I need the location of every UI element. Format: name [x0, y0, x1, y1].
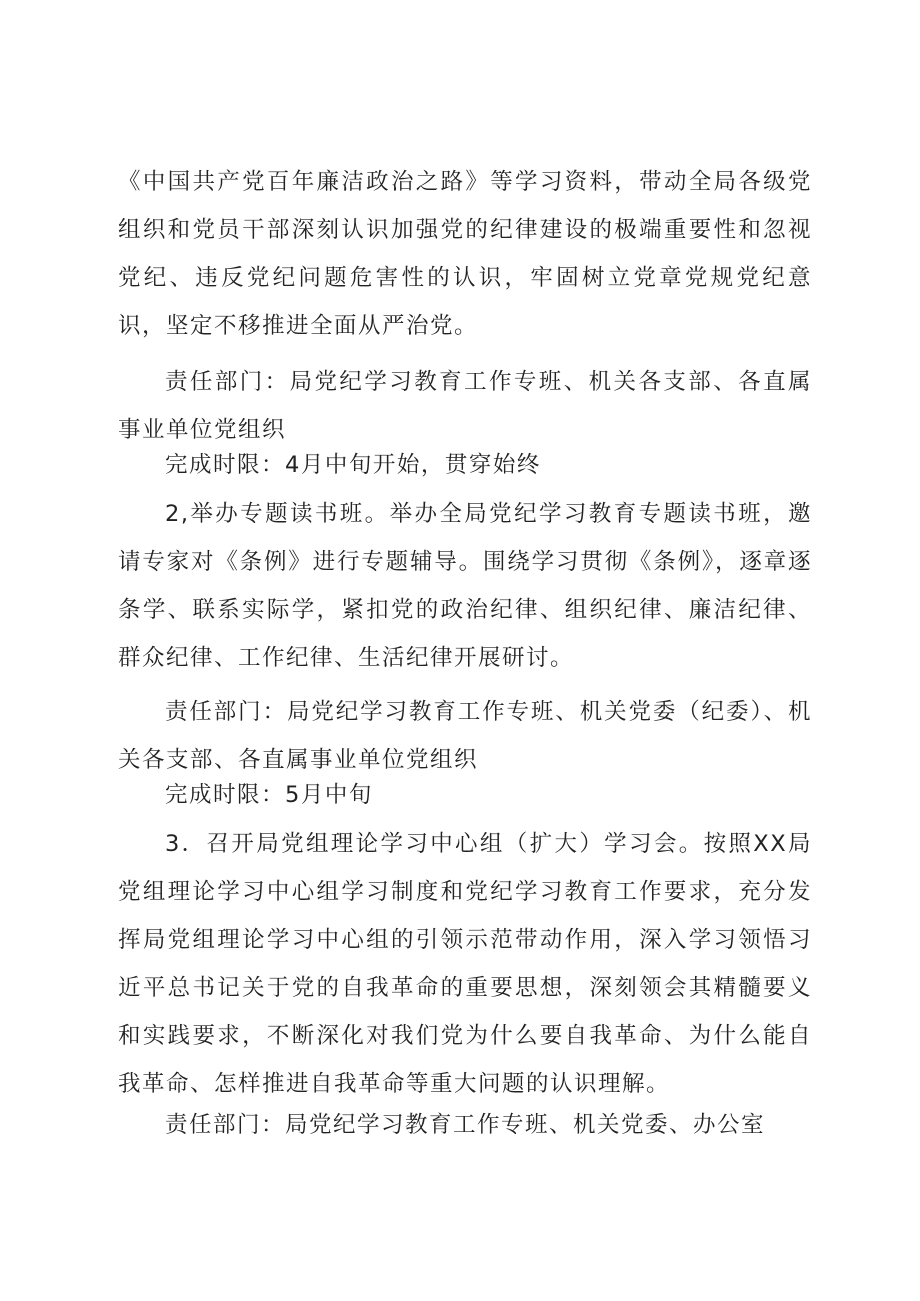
paragraph-responsible-dept-2: 责任部门：局党纪学习教育工作专班、机关党委（纪委）、机关各支部、各直属事业单位党组织 [118, 699, 812, 773]
paragraph-item-3: 3．召开局党组理论学习中心组（扩大）学习会。按照XX局党组理论学习中心组学习制度和党纪学习教育工作要求，充分发挥局党组理论学习中心组的引领示范带动作用，深入学习领悟习近平总书记关于党的自我革命的重要思想，深刻领会其精髓要义和实践要求，不断深化对我们党为什么要自我革命、为什么能自我革命、怎样推进自我革命等重大问题的认识理解。 [118, 831, 812, 1097]
paragraph-responsible-dept-3: 责任部门：局党纪学习教育工作专班、机关党委、办公室 [165, 1112, 766, 1138]
paragraph-responsible-dept-1: 责任部门：局党纪学习教育工作专班、机关各支部、各直属事业单位党组织 [118, 369, 812, 443]
paragraph-deadline-1: 完成时限：4月中旬开始，贯穿始终 [165, 452, 541, 478]
paragraph-item-2: 2,举办专题读书班。举办全局党纪学习教育专题读书班，邀请专家对《条例》进行专题辅导。围绕学习贯彻《条例》，逐章逐条学、联系实际学，紧扣党的政治纪律、组织纪律、廉洁纪律、群众纪律、工作纪律、生活纪律开展研讨。 [118, 501, 812, 671]
paragraph-intro-continuation: 《中国共产党百年廉洁政治之路》等学习资料，带动全局各级党组织和党员干部深刻认识加强党的纪律建设的极端重要性和忽视党纪、违反党纪问题危害性的认识，牢固树立党章党规党纪意识，坚定不移推进全面从严治党。 [118, 169, 812, 339]
paragraph-deadline-2: 完成时限：5月中旬 [165, 782, 373, 808]
